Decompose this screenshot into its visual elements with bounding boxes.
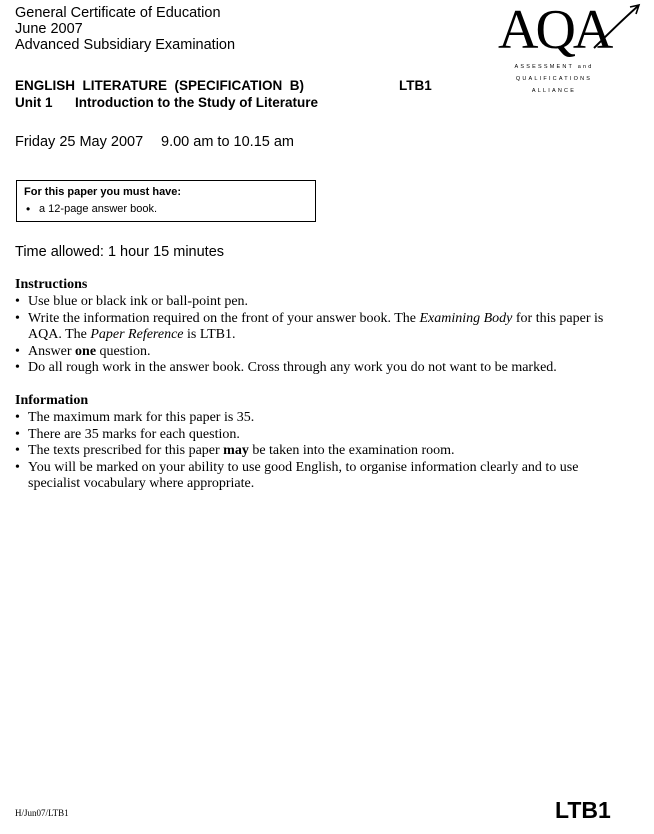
materials-box xyxy=(16,180,316,222)
logo-tagline-2: QUALIFICATIONS xyxy=(515,76,593,82)
header-line-2: June 2007 xyxy=(15,21,83,37)
instructions-section xyxy=(15,277,625,377)
information-item: • There are 35 marks for each question. xyxy=(15,427,625,444)
logo-swoosh-icon xyxy=(590,2,642,52)
time-allowed: Time allowed: 1 hour 15 minutes xyxy=(15,244,225,260)
unit-title: Introduction to the Study of Literature xyxy=(75,95,318,110)
information-item: • You will be marked on your ability to use good English, to organise information clearly and to use specialist vocabulary where appropriate. xyxy=(15,460,625,493)
logo-tagline-1: ASSESSMENT and xyxy=(514,64,594,70)
paper-code: LTB1 xyxy=(399,78,432,93)
logo-letters: AQA xyxy=(498,0,611,61)
exam-time: 9.00 am to 10.15 am xyxy=(161,134,294,150)
unit-number: Unit 1 xyxy=(15,95,53,110)
instruction-item: • Do all rough work in the answer book. Cross through any work you do not want to be marked. xyxy=(15,360,625,377)
information-title: Information xyxy=(15,393,89,408)
footer-reference: H/Jun07/LTB1 xyxy=(15,808,69,818)
instruction-item: • Use blue or black ink or ball-point pen. xyxy=(15,294,625,311)
header-line-3: Advanced Subsidiary Examination xyxy=(15,37,236,53)
footer-code: LTB1 xyxy=(555,797,611,823)
header-line-1: General Certificate of Education xyxy=(15,5,221,21)
information-section xyxy=(15,393,625,493)
exam-date: Friday 25 May 2007 xyxy=(15,134,144,150)
instruction-item: • Answer one question. xyxy=(15,344,625,361)
materials-title: For this paper you must have: xyxy=(24,186,182,198)
logo-tagline-3: ALLIANCE xyxy=(531,88,577,94)
materials-item: • a 12-page answer book. xyxy=(39,203,157,215)
paper-title: ENGLISH LITERATURE (SPECIFICATION B) xyxy=(15,78,304,93)
information-item: • The maximum mark for this paper is 35. xyxy=(15,410,625,427)
information-item: • The texts prescribed for this paper may be taken into the examination room. xyxy=(15,443,625,460)
instructions-title: Instructions xyxy=(15,277,88,292)
instruction-item: • Write the information required on the front of your answer book. The Examining Body for this paper is AQA. The Paper Reference is LTB1. xyxy=(15,311,625,344)
